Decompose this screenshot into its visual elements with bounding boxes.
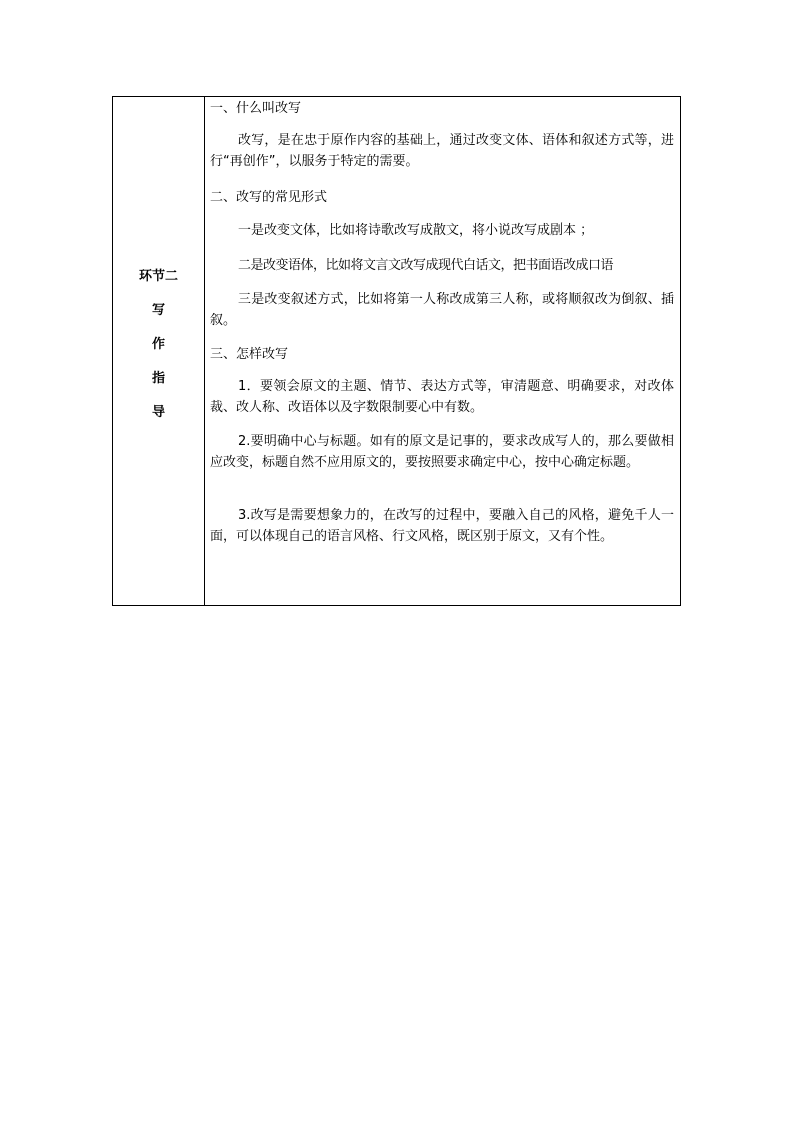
- section-char-3: 指: [151, 371, 165, 386]
- method-item-2: 2.要明确中心与标题。如有的原文是记事的，要求改成写人的，那么要做相应改变，标题自然不应用原文的，要按照要求确定中心，按中心确定标题。: [210, 434, 674, 470]
- form-item-2: 二是改变语体，比如将文言文改写成现代白话文，把书面语改成口语: [238, 258, 614, 273]
- heading-common-forms: 二、改写的常见形式: [210, 190, 328, 205]
- guidance-table: [112, 96, 681, 606]
- section-label-cell: [113, 97, 205, 605]
- method-item-3: 3.改写是需要想象力的，在改写的过程中，要融入自己的风格，避免千人一面，可以体现自己的语言风格、行文风格，既区别于原文，又有个性。: [210, 508, 674, 544]
- section-char-1: 写: [151, 303, 165, 318]
- section-title: 环节二: [138, 269, 178, 284]
- form-item-1: 一是改变文体，比如将诗歌改写成散文，将小说改写成剧本 ；: [238, 223, 594, 238]
- form-item-3: 三是改变叙述方式，比如将第一人称改成第三人称，或将顺叙改为倒叙、插叙。: [210, 292, 674, 328]
- heading-how-to-rewrite: 三、怎样改写: [210, 347, 289, 362]
- content-cell: [205, 97, 680, 605]
- section-char-4: 导: [151, 405, 165, 420]
- method-item-1: 1．要领会原文的主题、情节、表达方式等，审清题意、明确要求，对改体裁、改人称、改语体以及字数限制要心中有数。: [210, 379, 674, 415]
- section-char-2: 作: [151, 337, 165, 352]
- heading-what-is-rewriting: 一、什么叫改写: [210, 101, 302, 116]
- definition-paragraph: 改写，是在忠于原作内容的基础上，通过改变文体、语体和叙述方式等，进行“再创作”，以服务于特定的需要。: [210, 133, 674, 169]
